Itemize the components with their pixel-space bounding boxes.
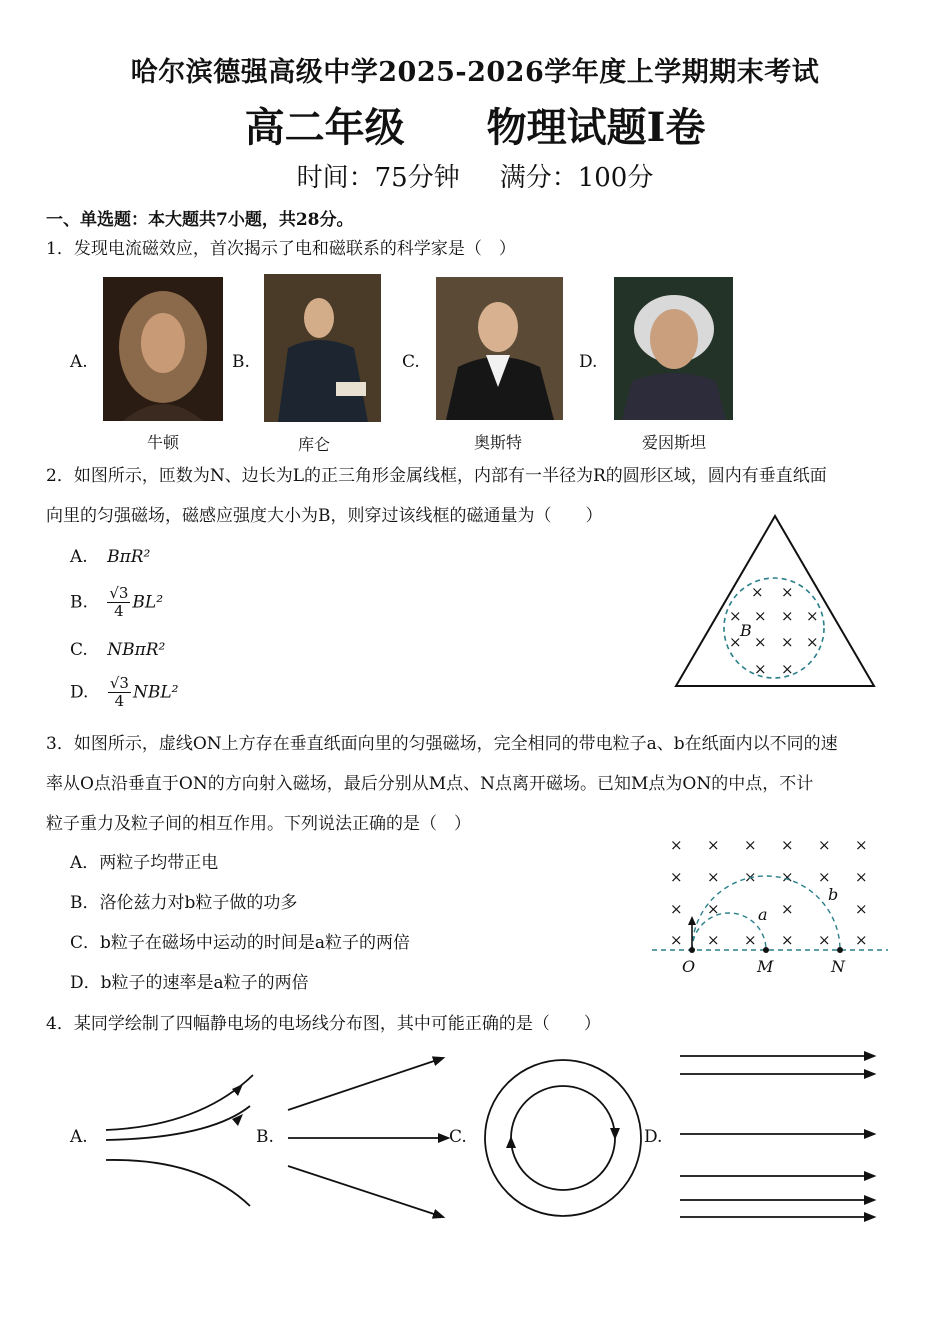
q1-option-c-letter: C. [402,352,420,372]
q2-option-a-letter: A. [70,547,88,567]
q4-figure-b [288,1058,448,1217]
q2-option-b-fraction [107,585,130,620]
q1-portrait-newton [103,277,223,421]
q1-option-d-name: 爱因斯坦 [641,433,706,452]
exam-time: 时间：75分钟 [296,163,460,193]
q3-option-a: A．两粒子均带正电 [70,853,219,873]
q1-option-c-name: 奥斯特 [473,433,522,452]
q3-velocity-arrowhead [688,916,696,925]
q2-option-d-letter: D. [70,682,89,703]
q2-triangle [676,516,874,686]
exam-time-score [0,157,950,194]
svg-text:×: × [744,931,757,949]
q1-option-a-letter: A. [70,352,88,372]
q1-option-a-name: 牛顿 [146,433,179,452]
q2-stem-line2: 向里的匀强磁场，磁感应强度大小为B，则穿过该线框的磁通量为（ ） [46,506,603,526]
q3-point-m [763,947,769,953]
q2-option-c-letter: C. [70,640,88,660]
svg-text:×: × [751,583,764,601]
q2-field-circle [724,578,824,678]
svg-text:×: × [670,900,683,918]
svg-text:×: × [707,900,720,918]
q3-label-o: O [682,957,696,976]
q4-figure-c [485,1060,641,1216]
q3-stem-line1: 3．如图所示，虚线ON上方存在垂直纸面向里的匀强磁场，完全相同的带电粒子a、b在纸面内以不同的速 [46,734,838,754]
q1-option-b-letter: B. [232,352,250,372]
q1-portrait-oersted [436,277,563,420]
q4-option-a-letter: A. [70,1127,88,1147]
grade-label: 高二年级 [244,104,405,151]
q2-option-d-fraction [108,675,131,710]
svg-text:×: × [818,931,831,949]
svg-text:×: × [707,931,720,949]
q4-option-b-letter: B. [256,1127,274,1147]
q4-option-d-letter: D. [644,1127,663,1147]
q4-figure-d [680,1056,874,1217]
svg-text:×: × [729,633,742,651]
q4-field-line-figures [0,1040,950,1230]
svg-text:×: × [818,836,831,854]
q3-option-c: C．b粒子在磁场中运动的时间是a粒子的两倍 [70,933,411,953]
q2-option-c [70,640,165,660]
svg-text:×: × [707,868,720,886]
q3-label-a: a [758,905,768,924]
svg-text:×: × [781,633,794,651]
q2-option-b-denominator: 4 [114,602,124,620]
q1-stem: 1．发现电流磁效应，首次揭示了电和磁联系的科学家是（ ） [46,239,516,259]
svg-text:×: × [855,931,868,949]
q2-option-d [70,675,178,710]
q3-label-m: M [757,957,774,976]
q2-option-b [70,585,163,620]
svg-text:×: × [781,660,794,678]
svg-text:×: × [744,868,757,886]
svg-text:×: × [781,868,794,886]
q2-option-a-text: BπR² [107,547,151,567]
q2-option-b-text: BL² [132,592,164,613]
q1-portrait-einstein [614,277,733,420]
q2-option-b-letter: B. [70,592,88,613]
svg-text:×: × [670,836,683,854]
q1-option-b-name: 库仑 [297,435,330,454]
svg-text:×: × [754,633,767,651]
svg-text:×: × [781,607,794,625]
section-title: 一、单选题：本大题共7小题，共28分。 [46,210,354,230]
q2-triangle-figure [670,510,880,692]
q2-option-d-denominator: 4 [114,692,125,710]
q3-stem-line3: 粒子重力及粒子间的相互作用。下列说法正确的是（ ） [46,814,471,834]
svg-text:×: × [855,900,868,918]
svg-text:×: × [729,607,742,625]
q3-option-b: B．洛伦兹力对b粒子做的功多 [70,893,298,913]
exam-score: 满分：100分 [499,163,654,193]
q3-stem-line2: 率从O点沿垂直于ON的方向射入磁场，最后分别从M点、N点离开磁场。已知M点为ON的中点，不计 [46,774,814,794]
q1-option-d-letter: D. [579,352,598,372]
q2-option-d-numerator: √3 [109,674,129,692]
svg-text:×: × [806,607,819,625]
q1-portrait-coulomb [264,274,381,422]
q2-option-d-text: NBL² [132,682,179,703]
q3-label-b: b [828,885,839,904]
exam-school-title: 哈尔滨德强高级中学2025-2026学年度上学期期末考试 [130,57,820,88]
exam-grade-subject [0,96,950,153]
q2-option-c-text: NBπR² [107,640,166,660]
svg-text:×: × [670,931,683,949]
svg-text:×: × [670,868,683,886]
q2-stem-line1: 2．如图所示，匝数为N、边长为L的正三角形金属线框，内部有一半径为R的圆形区域，圆内有垂直纸面 [46,466,827,486]
q3-point-o [689,947,695,953]
q3-point-n [837,947,843,953]
svg-text:×: × [855,836,868,854]
svg-text:×: × [781,931,794,949]
svg-text:×: × [806,633,819,651]
svg-text:×: × [781,836,794,854]
svg-text:×: × [754,607,767,625]
q2-option-a [70,547,150,567]
svg-text:×: × [781,900,794,918]
q4-stem: 4．某同学绘制了四幅静电场的电场线分布图，其中可能正确的是（ ） [46,1014,601,1034]
svg-text:×: × [707,836,720,854]
q3-option-d: D．b粒子的速率是a粒子的两倍 [70,973,309,993]
subject-label: 物理试题Ⅰ卷 [486,104,706,151]
q4-figure-a [106,1075,253,1206]
q3-magnetic-field-figure [650,832,890,980]
svg-text:×: × [781,583,794,601]
svg-text:×: × [744,836,757,854]
svg-text:×: × [818,868,831,886]
svg-text:×: × [855,868,868,886]
q4-option-c-letter: C. [449,1127,467,1147]
q2-option-b-numerator: √3 [109,584,129,602]
q3-label-n: N [831,957,845,976]
q2-field-label: B [740,621,752,640]
svg-text:×: × [754,660,767,678]
